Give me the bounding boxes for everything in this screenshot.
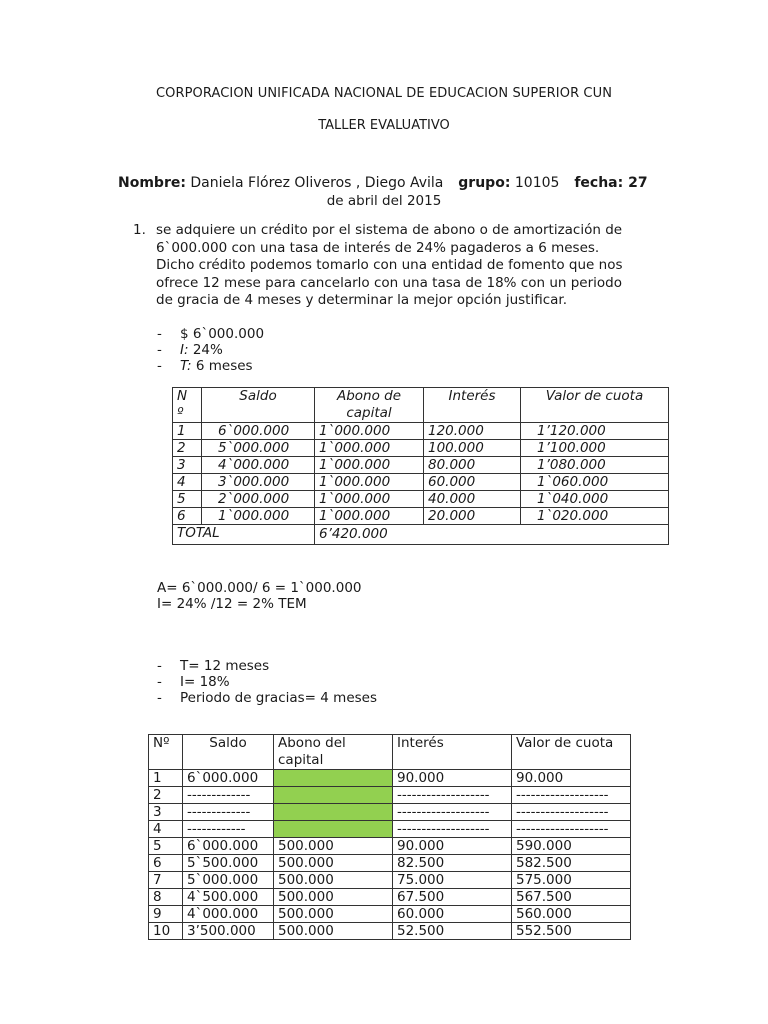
cell-interest: 40.000 [424,491,521,508]
header-cell-number: N º [173,388,202,423]
option1-item-rate [157,342,223,358]
cell-number: 5 [149,838,183,855]
cell-number: 4 [173,474,202,491]
cell-capital: 1`000.000 [315,423,424,440]
cell-balance: 2`000.000 [202,491,315,508]
table-row [149,889,631,906]
cell-number: 3 [149,804,183,821]
table-row [149,804,631,821]
cell-capital: 500.000 [274,838,393,855]
cell-interest: 52.500 [393,923,512,940]
cell-capital-grace [274,787,393,804]
cell-balance: 5`500.000 [183,855,274,872]
cell-balance: 3’500.000 [183,923,274,940]
cell-number: 6 [149,855,183,872]
cell-number: 3 [173,457,202,474]
cell-balance: 6`000.000 [183,838,274,855]
cell-balance: ------------- [183,804,274,821]
option1-item-term [157,358,253,374]
question-text [156,222,676,310]
cell-capital-grace [274,821,393,838]
total-label: TOTAL [177,525,220,541]
cell-capital: 500.000 [274,855,393,872]
header-cell-balance: Saldo [202,388,315,423]
cell-payment: 1`060.000 [521,474,669,491]
table-row [149,906,631,923]
header-cell-capital: Abono del capital [274,735,393,770]
cell-interest: 90.000 [393,770,512,787]
cell-capital: 1`000.000 [315,474,424,491]
date-label: fecha: 27 [574,175,648,191]
cell-interest: 90.000 [393,838,512,855]
table-row [149,872,631,889]
cell-number: 2 [149,787,183,804]
cell-payment: 1`040.000 [521,491,669,508]
cell-payment: 1’100.000 [521,440,669,457]
cell-payment: ------------------- [512,804,631,821]
cell-interest: ------------------- [393,787,512,804]
cell-number: 6 [173,508,202,525]
dash-bullet: - [157,690,162,706]
cell-payment: ------------------- [512,787,631,804]
header-cell-interest: Interés [424,388,521,423]
dash-bullet: - [157,658,162,674]
cell-balance: 5`000.000 [183,872,274,889]
table-header-row [149,735,631,770]
cell-balance: 1`000.000 [202,508,315,525]
group-label: grupo: [458,175,511,191]
cell-payment: 552.500 [512,923,631,940]
cell-capital: 1`000.000 [315,457,424,474]
header-cell-capital: Abono de capital [315,388,424,423]
table-row [173,508,669,525]
cell-payment: ------------------- [512,821,631,838]
cell-number: 2 [173,440,202,457]
cell-interest: 60.000 [424,474,521,491]
date-value: de abril del 2015 [326,193,442,209]
cell-number: 5 [173,491,202,508]
option2-item-grace [157,690,377,706]
cell-capital: 1`000.000 [315,491,424,508]
question-line: 6`000.000 con una tasa de interés de 24% pagaderos a 6 meses. [156,239,600,256]
cell-balance: 6`000.000 [202,423,315,440]
total-value: 6’420.000 [319,526,388,542]
cell-interest: 82.500 [393,855,512,872]
item-label: Periodo de gracias= 4 meses [180,690,377,706]
institution-title: CORPORACION UNIFICADA NACIONAL DE EDUCACION SUPERIOR CUN [155,86,613,101]
cell-payment: 575.000 [512,872,631,889]
table-row [149,787,631,804]
cell-interest: 100.000 [424,440,521,457]
formula-abono: A= 6`000.000/ 6 = 1`000.000 [157,580,362,596]
cell-balance: 4`000.000 [183,906,274,923]
cell-number: 1 [173,423,202,440]
name-label: Nombre: [118,175,186,191]
amortization-table-option1 [172,387,669,545]
cell-number: 4 [149,821,183,838]
header-cell-interest: Interés [393,735,512,770]
dash-bullet: - [157,326,162,342]
cell-interest: 80.000 [424,457,521,474]
question-line: de gracia de 4 meses y determinar la mejor opción justificar. [156,292,568,308]
question-line: Dicho crédito podemos tomarlo con una entidad de fomento que nos [156,257,623,273]
table-row [173,423,669,440]
total-row [173,525,669,545]
student-info-line [118,175,648,191]
cell-payment: 1`020.000 [521,508,669,525]
item-label: T= 12 meses [180,658,270,674]
cell-interest: ------------------- [393,821,512,838]
option2-item-term [157,658,269,674]
formula-interest: I= 24% /12 = 2% TEM [157,596,307,612]
cell-capital: 500.000 [274,872,393,889]
option1-item-amount [157,326,264,342]
cell-balance: ------------ [183,821,274,838]
cell-number: 1 [149,770,183,787]
document-subtitle: TALLER EVALUATIVO [318,118,450,133]
table-row [149,821,631,838]
table-row [149,838,631,855]
cell-balance: 4`500.000 [183,889,274,906]
cell-number: 9 [149,906,183,923]
dash-bullet: - [157,358,162,374]
cell-payment: 590.000 [512,838,631,855]
question-line: se adquiere un crédito por el sistema de abono o de amortización de [156,222,623,238]
name-value: Daniela Flórez Oliveros , Diego Avila [190,175,444,191]
cell-payment: 1’080.000 [521,457,669,474]
cell-number: 10 [149,923,183,940]
cell-payment: 560.000 [512,906,631,923]
table-header-row [173,388,669,423]
table-row [149,770,631,787]
cell-capital: 1`000.000 [315,508,424,525]
cell-capital: 500.000 [274,889,393,906]
cell-balance: ------------- [183,787,274,804]
header-cell-payment: Valor de cuota [521,388,669,423]
item-label-italic: T: [180,358,192,374]
cell-payment: 1’120.000 [521,423,669,440]
table-row [149,923,631,940]
table-row [149,855,631,872]
option2-item-rate [157,674,230,690]
cell-interest: 20.000 [424,508,521,525]
cell-capital: 500.000 [274,923,393,940]
header-cell-balance: Saldo [183,735,274,770]
cell-balance: 5`000.000 [202,440,315,457]
dash-bullet: - [157,674,162,690]
cell-balance: 4`000.000 [202,457,315,474]
table-row [173,457,669,474]
cell-capital-grace [274,804,393,821]
cell-number: 8 [149,889,183,906]
table-row [173,440,669,457]
cell-interest: 120.000 [424,423,521,440]
table-row [173,491,669,508]
cell-capital: 500.000 [274,906,393,923]
question-line: ofrece 12 mese para cancelarlo con una tasa de 18% con un periodo [156,274,622,291]
header-cell-number: Nº [149,735,183,770]
item-label-italic: I: [180,342,189,358]
question-number: 1. [133,222,146,238]
item-label: 24% [188,342,223,358]
amortization-table-option2 [148,734,631,940]
header-cell-payment: Valor de cuota [512,735,631,770]
cell-payment: 567.500 [512,889,631,906]
item-label: $ 6`000.000 [180,326,265,342]
cell-interest: 60.000 [393,906,512,923]
total-value-cell [315,525,669,545]
cell-balance: 3`000.000 [202,474,315,491]
total-label-cell [173,525,315,545]
cell-capital: 1`000.000 [315,440,424,457]
table-row [173,474,669,491]
cell-number: 7 [149,872,183,889]
cell-interest: ------------------- [393,804,512,821]
cell-payment: 582.500 [512,855,631,872]
dash-bullet: - [157,342,162,358]
group-value: 10105 [514,175,560,191]
cell-balance: 6`000.000 [183,770,274,787]
cell-interest: 75.000 [393,872,512,889]
cell-capital-grace [274,770,393,787]
cell-interest: 67.500 [393,889,512,906]
item-label: I= 18% [180,674,230,690]
item-label: 6 meses [191,358,253,374]
cell-payment: 90.000 [512,770,631,787]
